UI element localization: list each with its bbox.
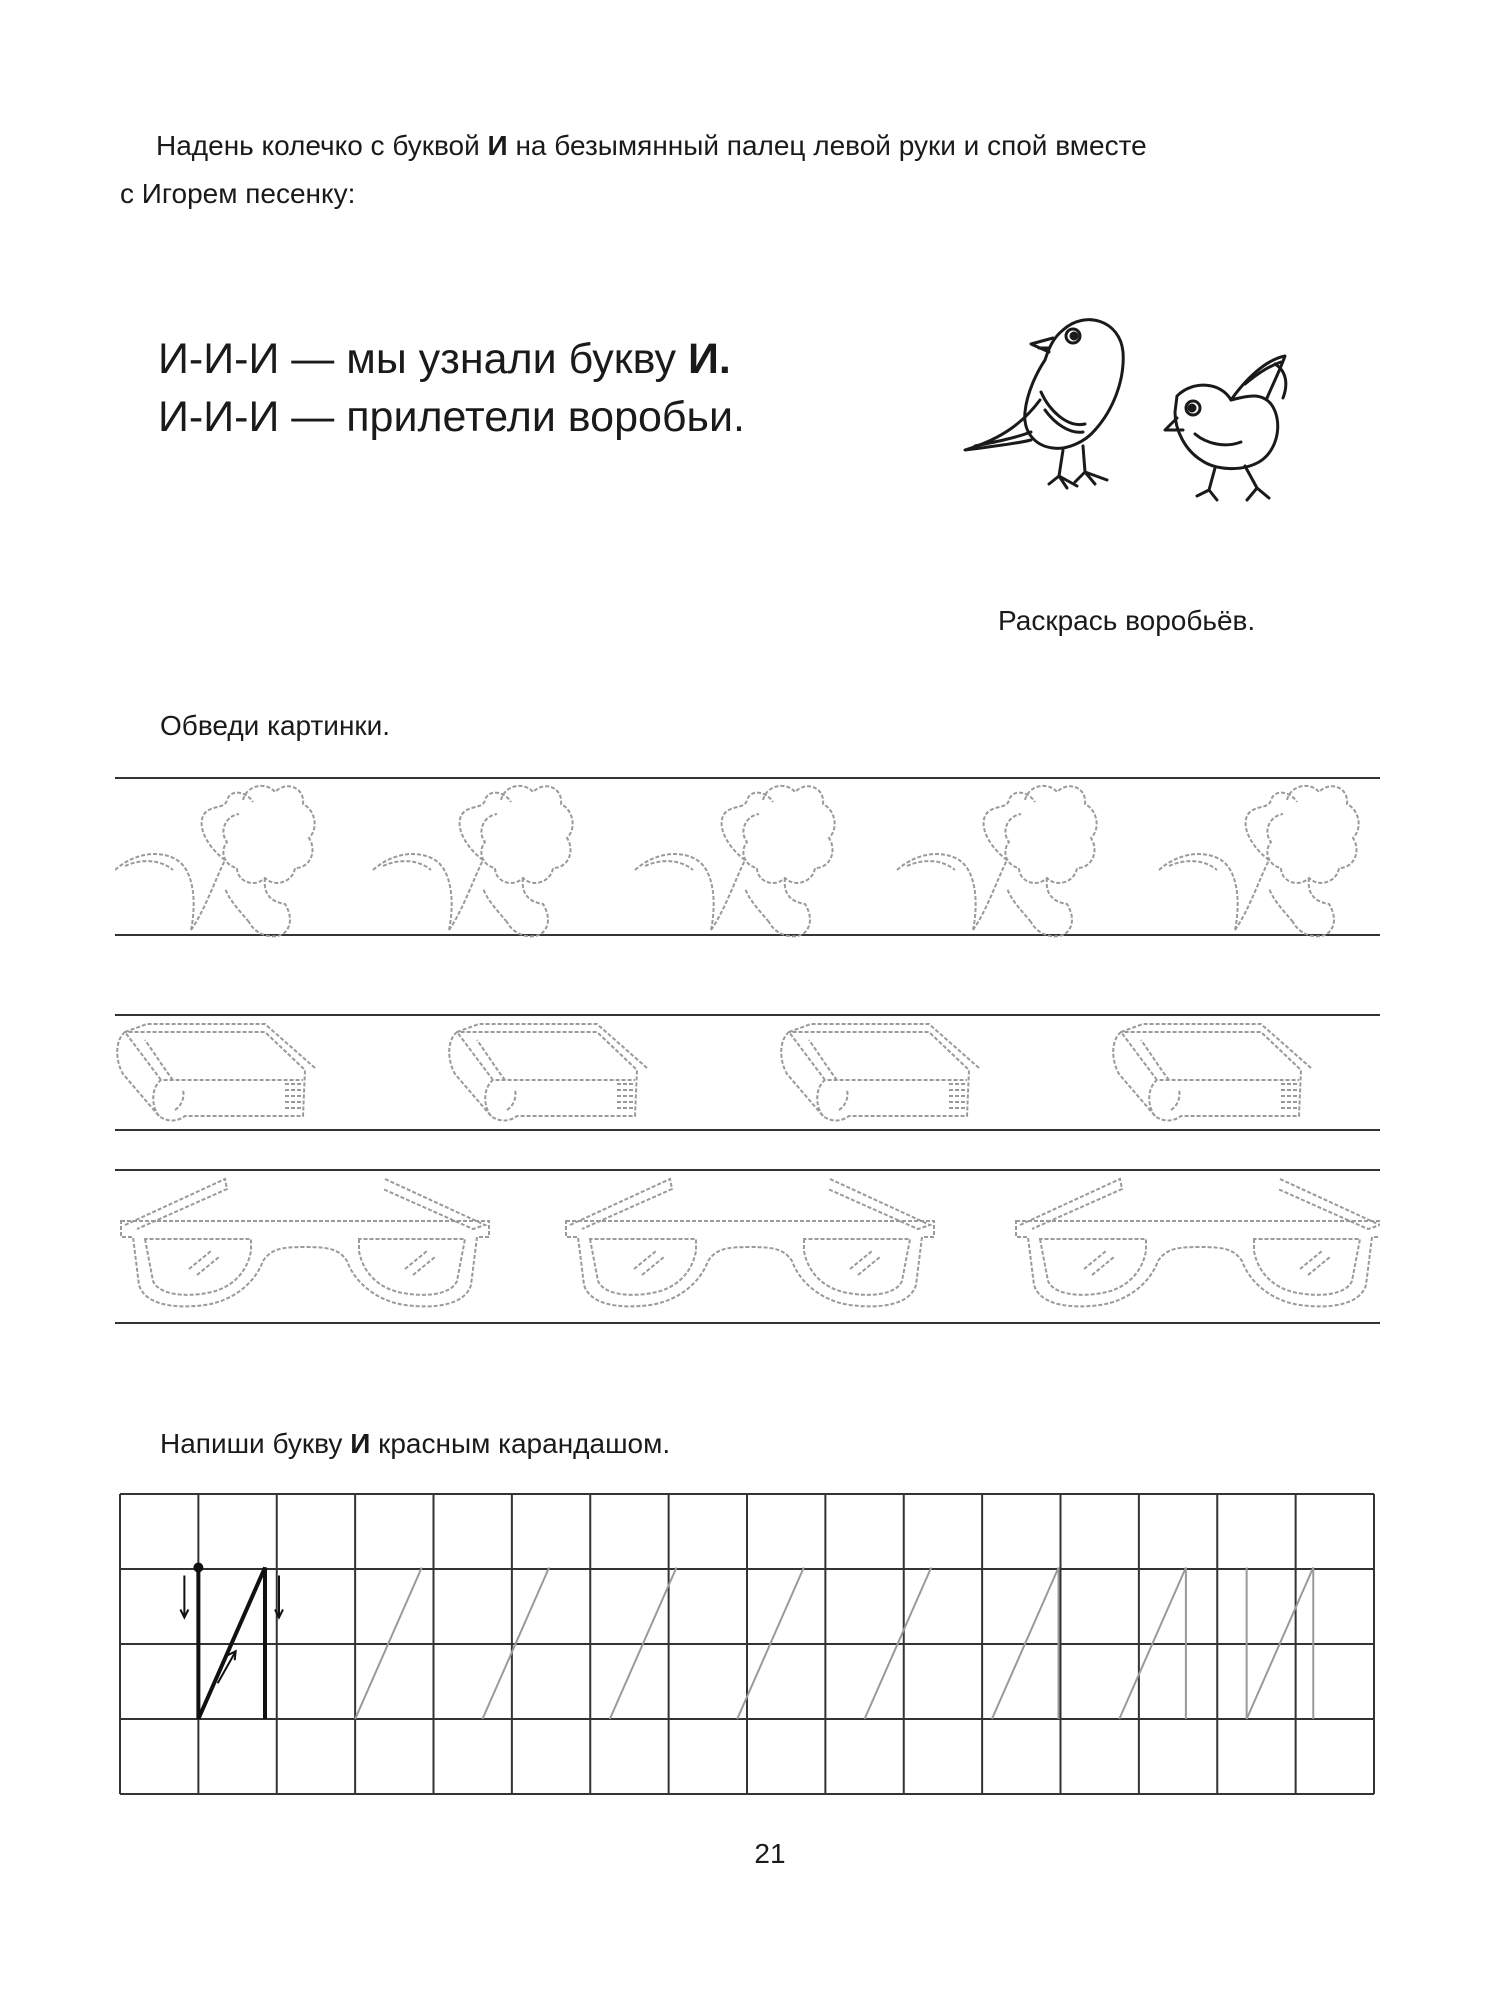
trace-title: Обведи картинки. xyxy=(160,710,391,741)
glasses-icon[interactable] xyxy=(1016,1179,1380,1306)
write-title: Напиши букву И красным карандашом. xyxy=(160,1428,671,1459)
book-icon[interactable] xyxy=(449,1024,647,1121)
glasses-icon[interactable] xyxy=(566,1179,934,1306)
book-icon[interactable] xyxy=(117,1024,315,1121)
write-letter: И xyxy=(350,1428,371,1459)
glasses-trace-row[interactable] xyxy=(115,1165,1380,1330)
birds-caption: Раскрась воробьёв. xyxy=(998,605,1256,636)
sparrows-illustration[interactable] xyxy=(945,300,1340,570)
book-trace-row[interactable] xyxy=(115,1010,1380,1135)
sparrow-icon[interactable] xyxy=(1165,356,1286,500)
flower-icon[interactable] xyxy=(115,786,315,936)
intro-letter: И xyxy=(487,130,508,161)
arrow-down-icon xyxy=(180,1576,188,1618)
flower-icon[interactable] xyxy=(635,786,835,936)
song-line-2: И-И-И — прилетели воробьи. xyxy=(158,393,745,441)
page-number: 21 xyxy=(754,1838,786,1869)
glasses-icon[interactable] xyxy=(121,1179,489,1306)
intro-line-1: Надень колечко с буквой И на безымянный палец левой руки и спой вместе xyxy=(156,130,1147,161)
book-icon[interactable] xyxy=(781,1024,979,1121)
flower-icon[interactable] xyxy=(897,786,1097,936)
song-letter: И. xyxy=(687,335,731,383)
start-dot xyxy=(193,1563,203,1573)
song xyxy=(158,330,745,446)
sparrow-icon[interactable] xyxy=(965,320,1123,488)
intro-paragraph xyxy=(120,122,1390,218)
writing-grid[interactable] xyxy=(118,1492,1378,1802)
flower-icon[interactable] xyxy=(1159,786,1359,936)
flower-trace-row[interactable] xyxy=(115,770,1380,945)
intro-line-2: с Игорем песенку: xyxy=(120,178,356,209)
book-icon[interactable] xyxy=(1113,1024,1311,1121)
song-line-1: И-И-И — мы узнали букву И. xyxy=(158,335,731,383)
flower-icon[interactable] xyxy=(373,786,573,936)
